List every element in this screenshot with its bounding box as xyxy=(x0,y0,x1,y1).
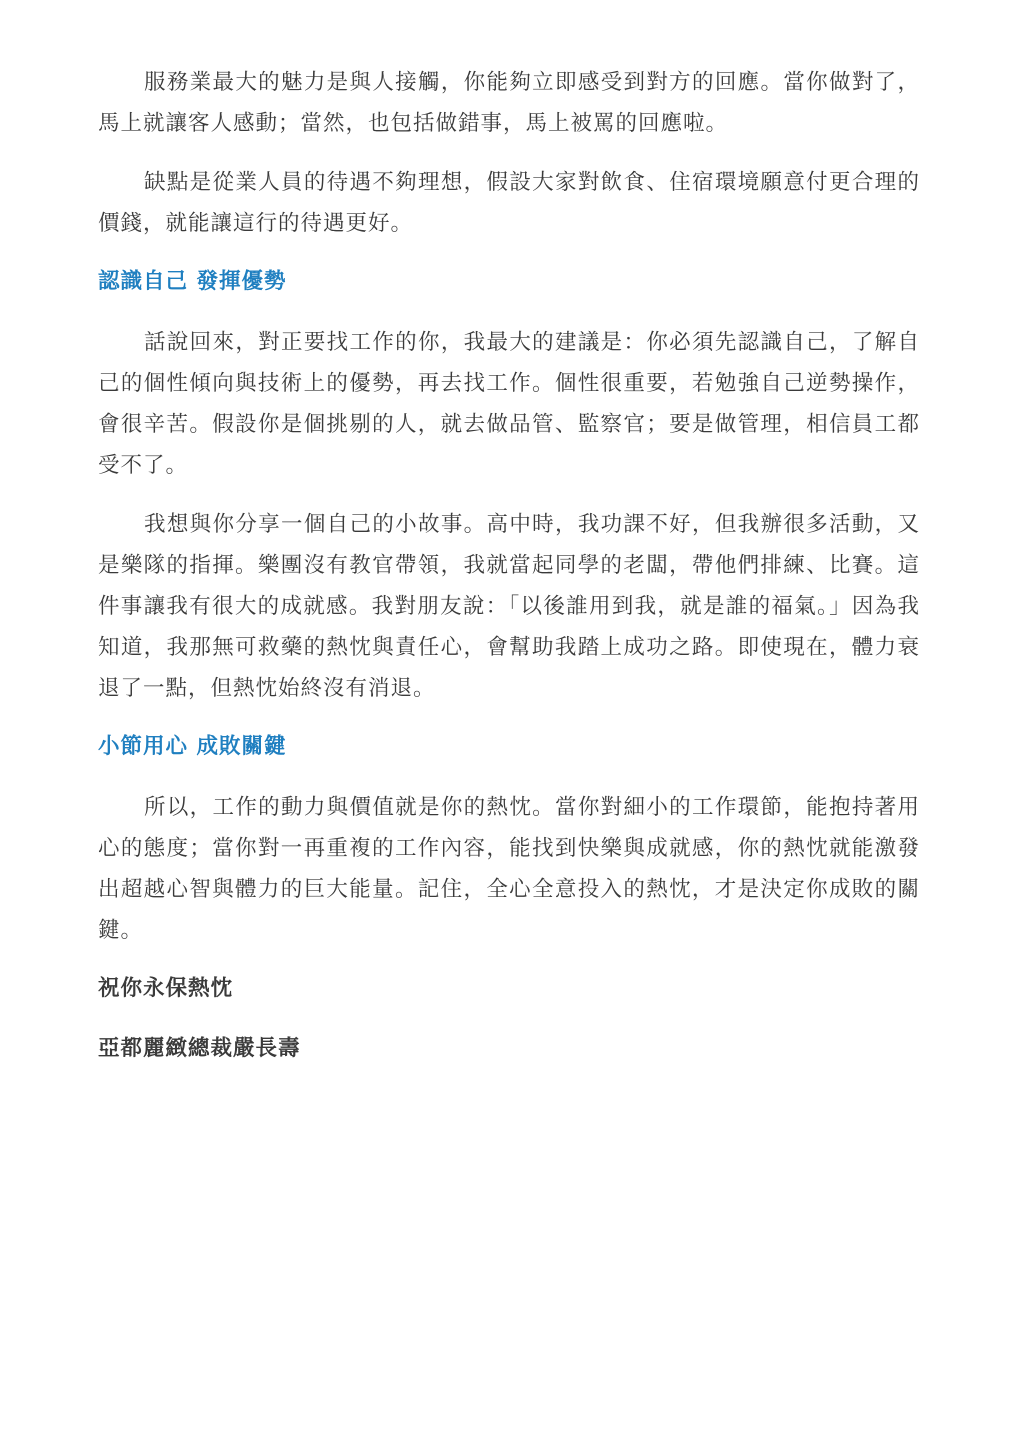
article-paragraph: 話說回來，對正要找工作的你，我最大的建議是：你必須先認識自己，了解自己的個性傾向與技術上的優勢，再去找工作。個性很重要，若勉強自己逆勢操作，會很辛苦。假設你是個挑剔的人，就去做品管、監察官；要是做管理，相信員工都受不了。 xyxy=(98,330,920,478)
article-paragraph: 我想與你分享一個自己的小故事。高中時，我功課不好，但我辦很多活動，又是樂隊的指揮。樂團沒有教官帶領，我就當起同學的老闆，帶他們排練、比賽。這件事讓我有很大的成就感。我對朋友說：「以後誰用到我，就是誰的福氣。」因為我知道，我那無可救藥的熱忱與責任心，會幫助我踏上成功之路。即使現在，體力衰退了一點，但熱忱始終沒有消退。 xyxy=(98,512,920,701)
article-paragraph: 缺點是從業人員的待遇不夠理想，假設大家對飲食、住宿環境願意付更合理的價錢，就能讓這行的待遇更好。 xyxy=(98,170,920,236)
section-heading: 小節用心 成敗關鍵 xyxy=(98,734,287,759)
article-paragraph: 所以，工作的動力與價值就是你的熱忱。當你對細小的工作環節，能抱持著用心的態度；當你對一再重複的工作內容，能找到快樂與成就感，你的熱忱就能激發出超越心智與體力的巨大能量。記住，全心全意投入的熱忱，才是決定你成敗的關鍵。 xyxy=(98,795,920,943)
article-paragraph: 服務業最大的魅力是與人接觸，你能夠立即感受到對方的回應。當你做對了，馬上就讓客人感動；當然，也包括做錯事，馬上被罵的回應啦。 xyxy=(98,70,920,136)
closing-line: 祝你永保熱忱 xyxy=(98,976,234,1001)
signature: 亞都麗緻總裁嚴長壽 xyxy=(98,1036,301,1061)
section-heading: 認識自己 發揮優勢 xyxy=(98,269,287,294)
article xyxy=(98,62,920,1089)
